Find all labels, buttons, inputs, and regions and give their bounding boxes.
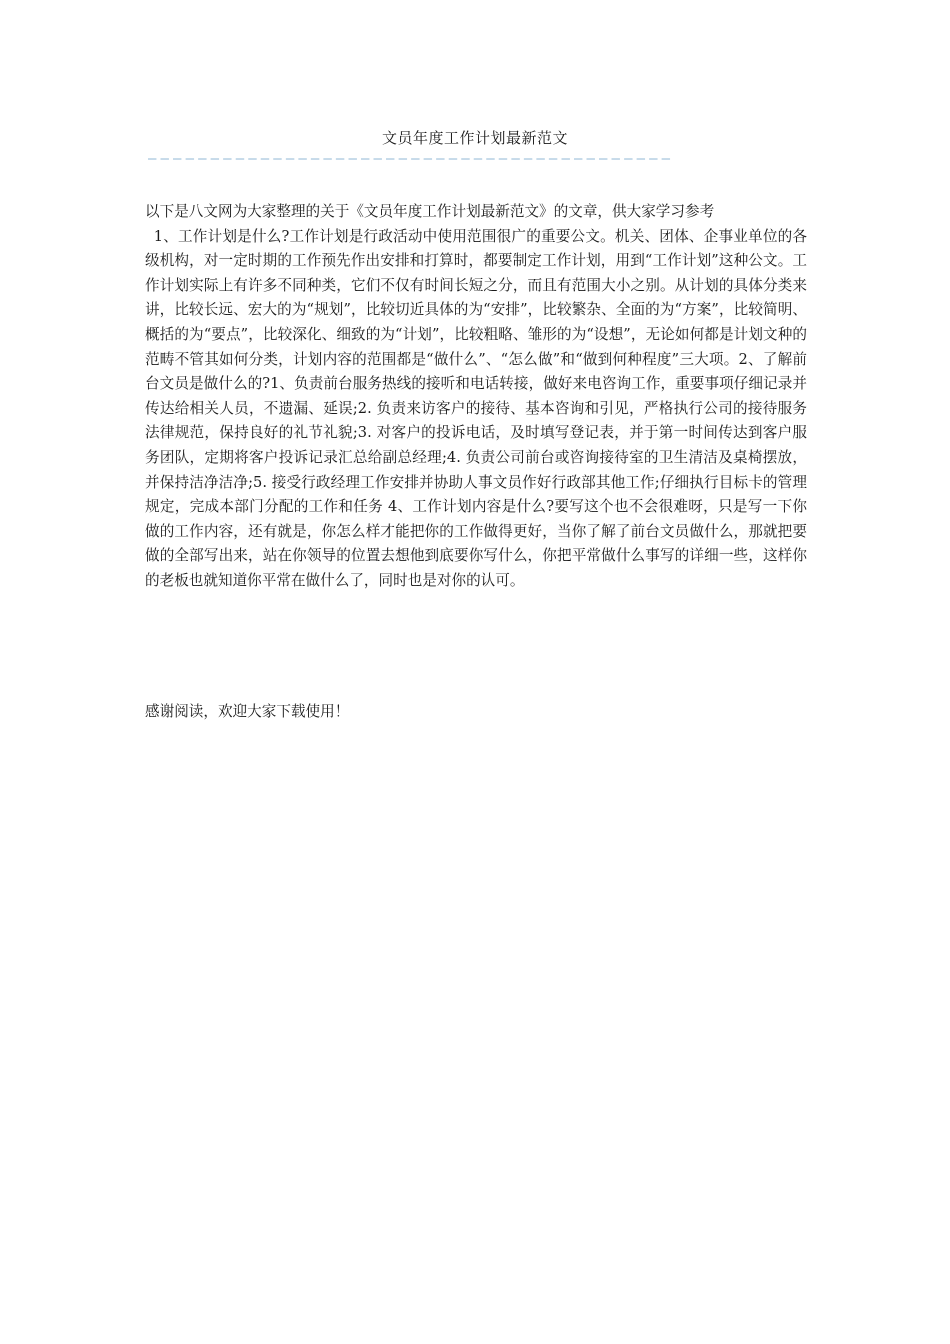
intro-sentence: 以下是八文网为大家整理的关于《文员年度工作计划最新范文》的文章，供大家学习参考 [145, 203, 715, 220]
title-divider: —————————————————————————————————————————— [148, 152, 675, 166]
closing-note: 感谢阅读，欢迎大家下载使用！ [145, 703, 350, 720]
document-title: 文员年度工作计划最新范文 [381, 129, 568, 147]
main-paragraph: 1、工作计划是什么?工作计划是行政活动中使用范围很广的重要公文。机关、团体、企事业单位的各级机构，对一定时期的工作预先作出安排和打算时，都要制定工作计划，用到“工作计划”这种公文。工作计划实际上有许多不同种类，它们不仅有时间长短之分，而且有范围大小之别。从计划的具体分类来讲，比较长远、宏大的为“规划”，比较切近具体的为“安排”，比较繁杂、全面的为“方案”，比较简明、概括的为“要点”，比较深化、细致的为“计划”，比较粗略、雏形的为“设想”，无论如何都是计划文种的范畴不管其如何分类，计划内容的范围都是“做什么”、“怎么做”和“做到何种程度”三大项。2、了解前台文员是做什么的?1、负责前台服务热线的接听和电话转接，做好来电咨询工作，重要事项仔细记录并传达给相关人员，不遗漏、延误;2. 负责来访客户的接待、基本咨询和引见，严格执行公司的接待服务法律规范，保持良好的礼节礼貌;3. 对客户的投诉电话，及时填写登记表，并于第一时间传达到客户服务团队，定期将客户投诉记录汇总给副总经理;4. 负责公司前台或咨询接待室的卫生清洁及桌椅摆放，并保持洁净洁净;5. 接受行政经理工作安排并协助人事文员作好行政部其他工作;仔细执行目标卡的管理规定，完成本部门分配的工作和任务 4、工作计划内容是什么?要写这个也不会很难呀，只是写一下你做的工作内容，还有就是，你怎么样才能把你的工作做得更好，当你了解了前台文员做什么，那就把要做的全部写出来，站在你领导的位置去想他到底要你写什么，你把平常做什么事写的详细一些，这样你的老板也就知道你平常在做什么了，同时也是对你的认可。 [145, 227, 807, 589]
document-body [145, 200, 807, 594]
